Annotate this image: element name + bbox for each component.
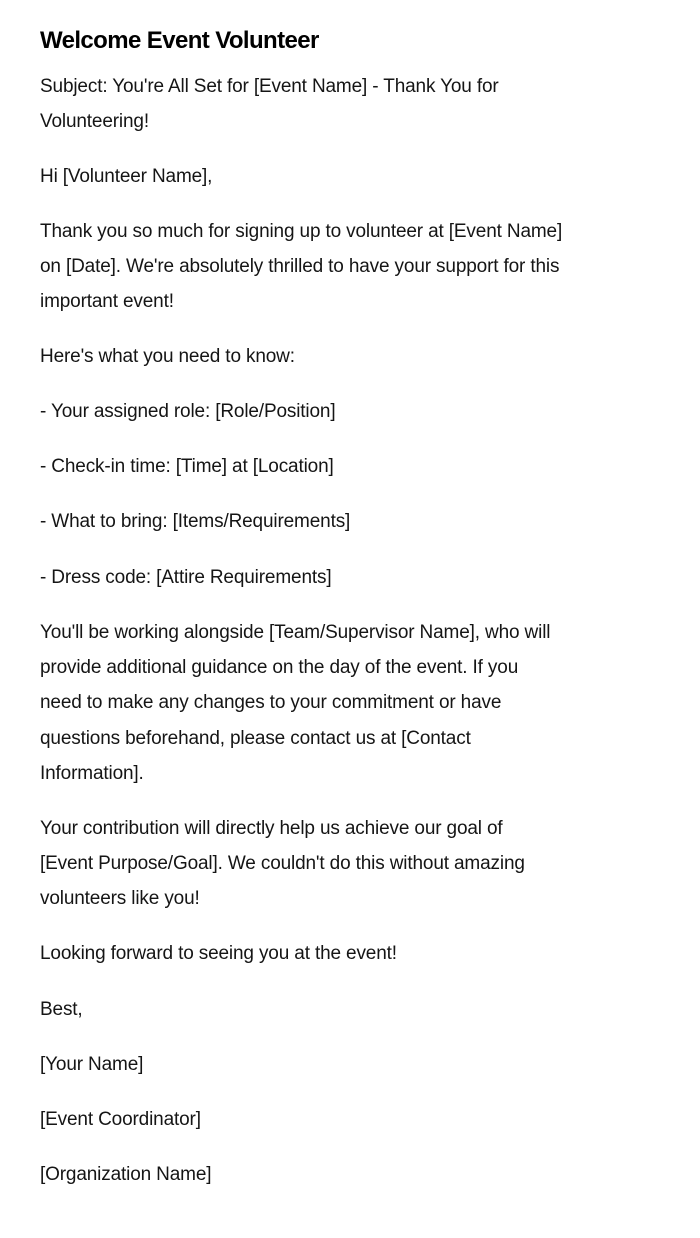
greeting-line: Hi [Volunteer Name], [40, 166, 213, 187]
guidance-paragraph [40, 615, 550, 791]
signature-organization [40, 1157, 211, 1192]
guidance-line: questions beforehand, please contact us at [Contact [40, 727, 471, 749]
subject-line: Subject: You're All Set for [Event Name] - Thank You for [40, 76, 499, 97]
subject-line: Volunteering! [40, 111, 149, 133]
detail-line: - What to bring: [Items/Requirements] [40, 511, 351, 532]
sign-off-line: Best, [40, 999, 83, 1020]
detail-what-to-bring [40, 504, 350, 539]
contribution-line: volunteers like you! [40, 888, 200, 910]
signature-name-line: [Your Name] [40, 1054, 144, 1075]
sign-off [40, 992, 83, 1027]
guidance-line: provide additional guidance on the day of the event. If you [40, 657, 519, 679]
signature-role [40, 1102, 201, 1137]
contribution-paragraph [40, 811, 525, 917]
contribution-line: [Event Purpose/Goal]. We couldn't do this without amazing [40, 853, 525, 875]
guidance-line: Information]. [40, 762, 144, 784]
signature-role-line: [Event Coordinator] [40, 1109, 201, 1130]
guidance-line: need to make any changes to your commitment or have [40, 692, 502, 714]
closing-paragraph [40, 936, 397, 971]
need-to-know-line: Here's what you need to know: [40, 346, 295, 367]
need-to-know-paragraph [40, 339, 295, 374]
detail-role [40, 394, 335, 429]
intro-line: important event! [40, 291, 174, 313]
greeting-paragraph [40, 159, 212, 194]
closing-line: Looking forward to seeing you at the event! [40, 943, 397, 964]
detail-line: - Dress code: [Attire Requirements] [40, 567, 332, 588]
document-title: Welcome Event Volunteer [40, 27, 319, 54]
intro-paragraph [40, 214, 562, 320]
intro-line: on [Date]. We're absolutely thrilled to have your support for this [40, 256, 560, 278]
intro-line: Thank you so much for signing up to volunteer at [Event Name] [40, 221, 563, 242]
subject-paragraph [40, 69, 499, 139]
contribution-line: Your contribution will directly help us achieve our goal of [40, 818, 503, 839]
detail-dress-code [40, 560, 331, 595]
detail-line: - Your assigned role: [Role/Position] [40, 401, 336, 422]
guidance-line: You'll be working alongside [Team/Supervisor Name], who will [40, 622, 551, 643]
signature-organization-line: [Organization Name] [40, 1164, 212, 1185]
detail-check-in [40, 449, 334, 484]
signature-name [40, 1047, 143, 1082]
detail-line: - Check-in time: [Time] at [Location] [40, 456, 334, 477]
